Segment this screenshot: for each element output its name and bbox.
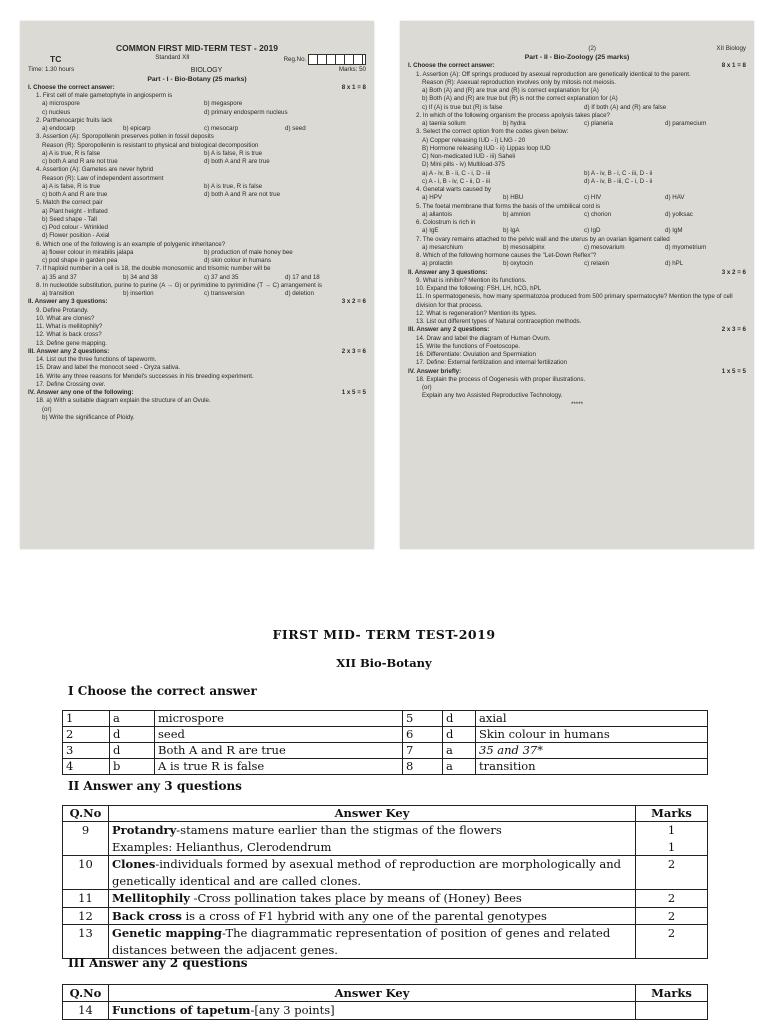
long-answer-table xyxy=(62,984,708,1020)
paper-line: a) Plant height - Inflated xyxy=(42,207,108,215)
paper-line: 18. a) With a suitable diagram explain the structure of an Ovule. xyxy=(36,397,211,405)
column-header: Answer Key xyxy=(109,985,636,1002)
paper-line: 7. The ovary remains attached to the pelvic wall and the uterus by an ovarian ligament called xyxy=(416,235,670,243)
paper-line: 14. List out the three functions of tapeworm. xyxy=(36,356,157,364)
paper-line: a) Both (A) and (R) are true and (R) is correct explanation for (A) xyxy=(422,87,599,95)
paper-line: Reason (R): Sporopollenin is resistant to physical and biological decomposition xyxy=(42,141,259,149)
paper-line: 16. Write any three reasons for Mendel's successes in his breeding experiment. xyxy=(36,372,254,380)
paper-line: C) Non-medicated IUD - iii) Saheli xyxy=(422,153,516,161)
table-row xyxy=(63,727,708,743)
paper-line: 10. What are clones? xyxy=(36,314,95,322)
option-text: b) A - iv, B - i, C - iii, D - ii xyxy=(584,169,653,177)
option-text: a) transition xyxy=(42,290,75,298)
table-cell: 7 xyxy=(403,743,443,759)
option-text: b) oxytocin xyxy=(503,260,533,268)
paper-line: 1. First cell of male gametophyte in angiosperm is xyxy=(36,92,173,100)
table-cell: b xyxy=(110,759,155,775)
section-heading: II. Answer any 3 questions: xyxy=(408,268,488,276)
question-list xyxy=(408,335,746,368)
option-text: c) pod shape in garden pea xyxy=(42,257,118,265)
standard: Standard XII xyxy=(155,54,190,62)
marks-value: 2 xyxy=(636,925,708,959)
question-list xyxy=(28,356,366,389)
option-text: b) hydra xyxy=(503,120,526,128)
answer-term: Back cross xyxy=(112,908,182,923)
paper-line xyxy=(408,170,746,178)
answer-text xyxy=(109,822,636,839)
paper-line: Reason (R): Law of independent assortment xyxy=(42,174,164,182)
section-marks: 3 x 2 = 6 xyxy=(721,268,746,276)
option-text: c) relaxin xyxy=(584,260,610,268)
question-number: 10 xyxy=(63,856,109,890)
option-text: a) endocarp xyxy=(42,125,76,133)
section-heading: I. Choose the correct answer: xyxy=(408,62,495,70)
paper-line: 4. Genetal warts caused by xyxy=(416,186,491,194)
option-text: a) HPV xyxy=(422,194,442,202)
paper-line: 14. Draw and label the diagram of Human Ovum. xyxy=(416,334,551,342)
option-text: d) deletion xyxy=(285,290,314,298)
paper-line xyxy=(28,290,366,298)
reg-no-boxes xyxy=(308,54,366,65)
section-marks: 1 x 5 = 5 xyxy=(721,367,746,375)
question-list xyxy=(28,307,366,348)
left-paper-text xyxy=(20,21,374,549)
column-header: Q.No xyxy=(63,806,109,822)
paper-line: 3. Select the correct option from the codes given below: xyxy=(416,128,569,136)
paper-code: TC xyxy=(50,54,62,65)
paper-line: 13. Define gene mapping. xyxy=(36,339,107,347)
paper-line: A) Copper releasing IUD - i) LNG - 20 xyxy=(422,136,526,144)
section-marks: 2 x 3 = 6 xyxy=(721,326,746,334)
paper-line: 9. Define Protandy. xyxy=(36,306,89,314)
table-row xyxy=(63,743,708,759)
marks-value xyxy=(636,1002,708,1020)
paper-line: 8. In nucleotide substitution, purine to purine (A → G) or pyrimidine to pyrimidine (T → C) arrangement is xyxy=(36,281,323,289)
column-header: Q.No xyxy=(63,985,109,1002)
table-cell: axial xyxy=(476,711,708,727)
answer-text xyxy=(109,907,636,925)
column-header: Marks xyxy=(636,806,708,822)
paper-line: d) Flower position - Axial xyxy=(42,232,110,240)
page-number: (2) xyxy=(588,45,596,52)
paper-line: 12. What is regeneration? Mention its types. xyxy=(416,309,537,317)
marks-value: 2 xyxy=(636,907,708,925)
option-text: c) transversion xyxy=(204,290,245,298)
paper-line xyxy=(28,109,366,117)
option-text: c) IgD xyxy=(584,227,601,235)
option-text: c) mesovarium xyxy=(584,243,625,251)
table-row xyxy=(63,822,708,839)
paper-line xyxy=(28,274,366,282)
answer-text xyxy=(109,890,636,908)
answer-key-title: FIRST MID- TERM TEST-2019 xyxy=(272,627,496,642)
answer-term: Functions of tapetum xyxy=(112,1003,251,1017)
table-row xyxy=(63,890,708,908)
column-header: Answer Key xyxy=(109,806,636,822)
question-list xyxy=(408,71,746,269)
option-text: a) taenia solium xyxy=(422,120,466,128)
option-text: b) epicarp xyxy=(123,125,151,133)
table-cell: Both A and R are true xyxy=(155,743,403,759)
table-cell: 6 xyxy=(403,727,443,743)
paper-line: b) Write the significance of Ploidy. xyxy=(42,413,135,421)
answer-term: Protandry xyxy=(112,823,177,837)
paper-line: 16. Differentiate: Ovulation and Spermiation xyxy=(416,351,536,359)
option-text: a) A is false, R is true xyxy=(42,182,101,190)
paper-line: 5. Match the correct pair xyxy=(36,199,103,207)
question-number: 9 xyxy=(63,822,109,839)
marks-value: 1 xyxy=(636,839,708,856)
short-answer-table xyxy=(62,805,708,959)
section-heading: IV. Answer any one of the following: xyxy=(28,389,134,397)
option-text: c) both A and R are not true xyxy=(42,158,118,166)
answer-key-subtitle: XII Bio-Botany xyxy=(336,656,432,670)
table-cell: a xyxy=(110,711,155,727)
question-paper-photo-right xyxy=(400,21,754,549)
option-text: d) both A and R are true xyxy=(204,158,270,166)
table-cell: 3 xyxy=(63,743,110,759)
question-number: 12 xyxy=(63,907,109,925)
paper-line: (or) xyxy=(422,384,432,392)
table-row xyxy=(63,1002,708,1020)
reg-no-label: Reg.No. xyxy=(283,56,307,64)
option-text: b) IgA xyxy=(503,227,520,235)
answer-definition: Examples: Helianthus, Clerodendrum xyxy=(112,839,332,854)
paper-line: b) Seed shape - Tall xyxy=(42,215,97,223)
section-2-heading: II Answer any 3 questions xyxy=(68,779,242,793)
table-cell: 8 xyxy=(403,759,443,775)
paper-line xyxy=(408,244,746,252)
option-text: c) mesocarp xyxy=(204,125,239,133)
option-text: c) If (A) is true but (R) is false xyxy=(422,103,503,111)
table-cell: 2 xyxy=(63,727,110,743)
table-cell: 5 xyxy=(403,711,443,727)
section-marks: 2 x 3 = 6 xyxy=(341,347,366,355)
paper-line: 11. In spermatogenesis, how many spermatozoa produced from 500 primary spermatocyte? Mention the type of cell division for that process. xyxy=(416,293,733,309)
option-text: d) yolksac xyxy=(665,210,693,218)
paper-line xyxy=(28,125,366,133)
answer-text xyxy=(109,856,636,890)
option-text: d) A - iv, B - iii, C - i, D - ii xyxy=(584,177,653,185)
option-text: d) paramecium xyxy=(665,120,707,128)
section-heading: III. Answer any 2 questions: xyxy=(28,347,110,355)
question-number: 13 xyxy=(63,925,109,959)
table-row xyxy=(63,711,708,727)
section-heading: III. Answer any 2 questions: xyxy=(408,326,490,334)
option-text: c) 37 and 35 xyxy=(204,273,239,281)
section-marks: 1 x 5 = 5 xyxy=(341,389,366,397)
section-1-heading: I Choose the correct answer xyxy=(68,684,257,698)
question-number: 11 xyxy=(63,890,109,908)
section-3-heading: III Answer any 2 questions xyxy=(68,956,248,970)
part-heading: Part - I - Bio-Botany (25 marks) xyxy=(147,75,247,83)
answer-definition: is a cross of F1 hybrid with any one of the parental genotypes xyxy=(181,908,547,923)
paper-line: 11. What is mellitophily? xyxy=(36,323,103,331)
paper-line: 7. If haploid number in a cell is 18, the double monosomic and trisomic number will be xyxy=(36,265,271,273)
option-text: c) planeria xyxy=(584,120,613,128)
option-text: d) myometrium xyxy=(665,243,707,251)
option-text: a) allantois xyxy=(422,210,452,218)
question-list xyxy=(408,376,746,401)
option-text: b) A is true, R is false xyxy=(204,182,263,190)
option-text: b) mesosalpinx xyxy=(503,243,545,251)
option-text: d) IgM xyxy=(665,227,683,235)
table-cell: A is true R is false xyxy=(155,759,403,775)
question-paper-photo-left xyxy=(20,21,374,549)
paper-line: 15. Draw and label the monocot seed - Oryza sativa. xyxy=(36,364,181,372)
total-marks: Marks: 50 xyxy=(338,65,366,73)
answer-text xyxy=(109,1002,636,1020)
paper-line: 6. Colostrum is rich in xyxy=(416,219,476,227)
answer-definition: -[any 3 points] xyxy=(250,1003,335,1017)
paper-line xyxy=(408,178,746,186)
option-text: b) 34 and 38 xyxy=(123,273,158,281)
table-row xyxy=(63,907,708,925)
option-text: a) A is true, R is false xyxy=(42,149,101,157)
paper-line: (or) xyxy=(42,405,52,413)
option-text: d) seed xyxy=(285,125,306,133)
option-text: a) microspore xyxy=(42,100,80,108)
table-cell: 35 and 37* xyxy=(476,743,708,759)
right-paper-text xyxy=(400,21,754,549)
option-text: a) IgE xyxy=(422,227,439,235)
paper-line: b) Both (A) and (R) are true but (R) is not the correct explanation for (A) xyxy=(422,95,618,103)
option-text: b) megaspore xyxy=(204,100,243,108)
paper-line: 1. Assertion (A): Off springs produced by asexual reproduction are genetically identical to the parent. xyxy=(416,70,691,78)
answer-definition: -The diagrammatic representation of position of genes and related distances between the adjacent genes. xyxy=(112,926,611,957)
paper-line xyxy=(408,194,746,202)
paper-line xyxy=(28,183,366,191)
section-heading: II. Answer any 3 questions: xyxy=(28,298,108,306)
option-text: c) A - i, B - iv, C - ii, D - iii xyxy=(422,177,490,185)
option-text: c) both A and R are true xyxy=(42,191,108,199)
paper-line: 9. What is inhibin? Mention its functions. xyxy=(416,276,527,284)
table-cell: transition xyxy=(476,759,708,775)
paper-line: B) Hormone releasing IUD - ii) Lippas loop IUD xyxy=(422,144,551,152)
paper-line: 2. Parthenocarpic fruits lack xyxy=(36,116,113,124)
answer-text xyxy=(109,839,636,856)
answer-definition: -individuals formed by asexual method of reproduction are morphologically and genetically identical and are called clones. xyxy=(112,857,621,888)
section-marks: 8 x 1 = 8 xyxy=(721,62,746,70)
section-marks: 3 x 2 = 6 xyxy=(341,298,366,306)
section-heading: IV. Answer briefly: xyxy=(408,367,462,375)
paper-line: Reason (R): Asexual reproduction involves only by mitosis not meiosis. xyxy=(422,78,616,86)
answer-term: Genetic mapping xyxy=(112,926,222,940)
paper-line: 5. The foetal membrane that forms the basis of the umbilical cord is xyxy=(416,202,601,210)
option-text: d) both A and R are not true xyxy=(204,191,281,199)
paper-line xyxy=(408,120,746,128)
question-list xyxy=(28,92,366,298)
paper-line: 13. List out different types of Natural contraception methods. xyxy=(416,318,582,326)
paper-line xyxy=(408,211,746,219)
paper-line xyxy=(408,260,746,268)
section-marks: 8 x 1 = 8 xyxy=(341,83,366,91)
paper-line: Explain any two Assisted Reproductive Technology. xyxy=(422,392,563,400)
option-text: d) skin colour in humans xyxy=(204,257,272,265)
paper-line: 17. Define Crossing over. xyxy=(36,380,106,388)
table-cell: seed xyxy=(155,727,403,743)
mcq-answer-table xyxy=(62,710,708,775)
end-mark: ***** xyxy=(570,400,584,408)
paper-line: 8. Which of the following hormone causes the "Let-Down Reflex"? xyxy=(416,252,597,260)
answer-term: Mellitophily xyxy=(112,891,190,905)
table-row xyxy=(63,839,708,856)
table-cell: d xyxy=(443,727,476,743)
question-list xyxy=(28,397,366,422)
exam-title: COMMON FIRST MID-TERM TEST - 2019 xyxy=(116,43,278,53)
paper-line xyxy=(28,257,366,265)
paper-line xyxy=(408,104,746,112)
table-cell: d xyxy=(443,711,476,727)
option-text: a) prolactin xyxy=(422,260,453,268)
paper-line: 6. Which one of the following is an example of polygenic inheritance? xyxy=(36,240,226,248)
table-cell: a xyxy=(443,743,476,759)
option-text: c) HIV xyxy=(584,194,602,202)
table-cell: d xyxy=(110,743,155,759)
table-cell: d xyxy=(110,727,155,743)
paper-line xyxy=(28,249,366,257)
table-cell: Skin colour in humans xyxy=(476,727,708,743)
option-text: a) 35 and 37 xyxy=(42,273,77,281)
table-cell: 1 xyxy=(63,711,110,727)
section-heading: I. Choose the correct answer: xyxy=(28,83,115,91)
subject: BIOLOGY xyxy=(190,66,223,74)
marks-value: 2 xyxy=(636,856,708,890)
table-cell: 4 xyxy=(63,759,110,775)
paper-line: 4. Assertion (A): Gametes are never hybrid xyxy=(36,166,154,174)
option-text: a) flower colour in mirabilis jalapa xyxy=(42,248,134,256)
option-text: d) hPL xyxy=(665,260,684,268)
marks-value: 2 xyxy=(636,890,708,908)
paper-line: 12. What is back cross? xyxy=(36,331,102,339)
paper-line: 15. Write the functions of Foetoscope. xyxy=(416,342,521,350)
time: Time: 1.30 hours xyxy=(28,65,75,73)
question-number: 14 xyxy=(63,1002,109,1020)
question-number xyxy=(63,839,109,856)
option-text: d) If both (A) and (R) are false xyxy=(584,103,667,111)
option-text: a) mesarchium xyxy=(422,243,463,251)
option-text: c) chorion xyxy=(584,210,612,218)
paper-line xyxy=(28,150,366,158)
paper-line: 2. In which of the following organism the process apolysis takes place? xyxy=(416,111,610,119)
option-text: d) 17 and 18 xyxy=(285,273,320,281)
paper-line: 17. Define: External fertilization and internal fertilization xyxy=(416,359,567,367)
table-cell: microspore xyxy=(155,711,403,727)
option-text: b) production of male honey bee xyxy=(204,248,293,256)
option-text: d) HAV xyxy=(665,194,685,202)
paper-line xyxy=(28,100,366,108)
table-row xyxy=(63,856,708,890)
table-row xyxy=(63,925,708,959)
paper-line xyxy=(28,158,366,166)
question-list xyxy=(408,277,746,327)
part-heading: Part - II - Bio-Zoology (25 marks) xyxy=(524,54,630,62)
option-text: b) amnion xyxy=(503,210,531,218)
column-header: Marks xyxy=(636,985,708,1002)
marks-value: 1 xyxy=(636,822,708,839)
paper-line: 10. Expand the following: FSH, LH, hCG, hPL xyxy=(416,285,542,293)
option-text: c) nucleus xyxy=(42,108,71,116)
answer-definition: -stamens mature earlier than the stigmas of the flowers xyxy=(176,823,502,837)
subject: XII Biology xyxy=(716,45,746,52)
paper-line xyxy=(28,191,366,199)
option-text: a) A - iv, B - ii, C - i, D - iii xyxy=(422,169,491,177)
table-row xyxy=(63,759,708,775)
option-text: b) HBU xyxy=(503,194,524,202)
option-text: d) primary endosperm nucleus xyxy=(204,108,288,116)
answer-definition: -Cross pollination takes place by means of (Honey) Bees xyxy=(189,891,522,905)
paper-line: c) Pod colour - Wrinkled xyxy=(42,224,108,232)
answer-text xyxy=(109,925,636,959)
table-cell: a xyxy=(443,759,476,775)
paper-line: 18. Explain the process of Oogenesis with proper illustrations. xyxy=(416,375,586,383)
option-text: b) A is false, R is true xyxy=(204,149,263,157)
paper-line: 3. Assertion (A): Sporopollenin preserves pollen in fossil deposits xyxy=(36,133,214,141)
paper-line xyxy=(408,227,746,235)
answer-term: Clones xyxy=(112,857,156,871)
paper-line: D) Mini pills - iv) Multiload-375 xyxy=(422,161,505,169)
option-text: b) insertion xyxy=(123,290,154,298)
